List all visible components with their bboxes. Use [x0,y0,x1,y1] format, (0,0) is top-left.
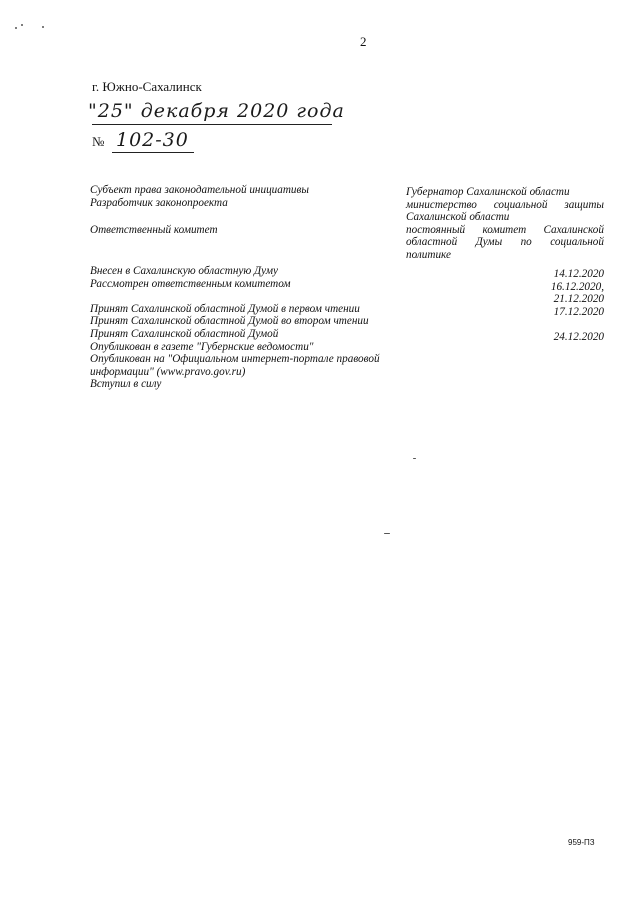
date-first-reading: 17.12.2020 [553,305,604,318]
initiative-subject-label: Субъект права законодательной инициативы [90,184,309,196]
scan-speck [21,24,23,26]
date-underline [92,124,332,125]
date-reviewed-1: 16.12.2020, [550,280,604,293]
timeline-item: Принят Сахалинской областной Думой [90,327,279,340]
number-label: № [92,134,105,149]
adoption-number-handwritten: 102-30 [116,129,189,151]
city-name: г. Южно-Сахалинск [92,79,202,94]
timeline-item: Вступил в силу [90,378,162,391]
timeline-item: Принят Сахалинской областной Думой во втором чтении [90,315,369,328]
developer-label: Разработчик законопроекта [90,196,228,209]
committee-value-line-1: постоянный комитет Сахалинской [406,223,604,236]
scan-speck [15,27,17,29]
timeline-item: информации" (www.pravo.gov.ru) [90,365,246,378]
timeline-item: Принят Сахалинской областной Думой в первом чтении [90,302,360,315]
timeline-item: Опубликован на "Официальном интернет-портале правовой [90,353,380,366]
number-underline [112,152,194,153]
committee-value-line-2: областной Думы по социальной [406,236,604,249]
initiative-subject-value: Губернатор Сахалинской области [406,186,570,198]
timeline-dates [500,268,604,344]
timeline-labels [90,265,410,391]
initiative-values [406,186,604,262]
adoption-date-handwritten: "25" декабря 2020 года [88,100,345,122]
date-reviewed-2: 21.12.2020 [553,293,604,306]
scan-speck [413,458,416,459]
initiative-labels [90,184,410,209]
developer-value-line-2: Сахалинской области [406,211,510,224]
timeline-item: Опубликован в газете "Губернские ведомости" [90,340,314,353]
committee-value-line-3: политике [406,248,451,261]
page-number: 2 [360,34,367,49]
developer-value-line-1: министерство социальной защиты [406,198,604,211]
document-code: 959-ПЗ [568,838,595,847]
date-submitted: 14.12.2020 [553,268,604,280]
scan-speck [384,533,390,534]
timeline-item: Внесен в Сахалинскую областную Думу [90,265,278,277]
date-adopted: 24.12.2020 [553,330,604,343]
committee-label: Ответственный комитет [90,224,218,236]
scan-speck [42,26,44,28]
timeline-item: Рассмотрен ответственным комитетом [90,277,291,290]
